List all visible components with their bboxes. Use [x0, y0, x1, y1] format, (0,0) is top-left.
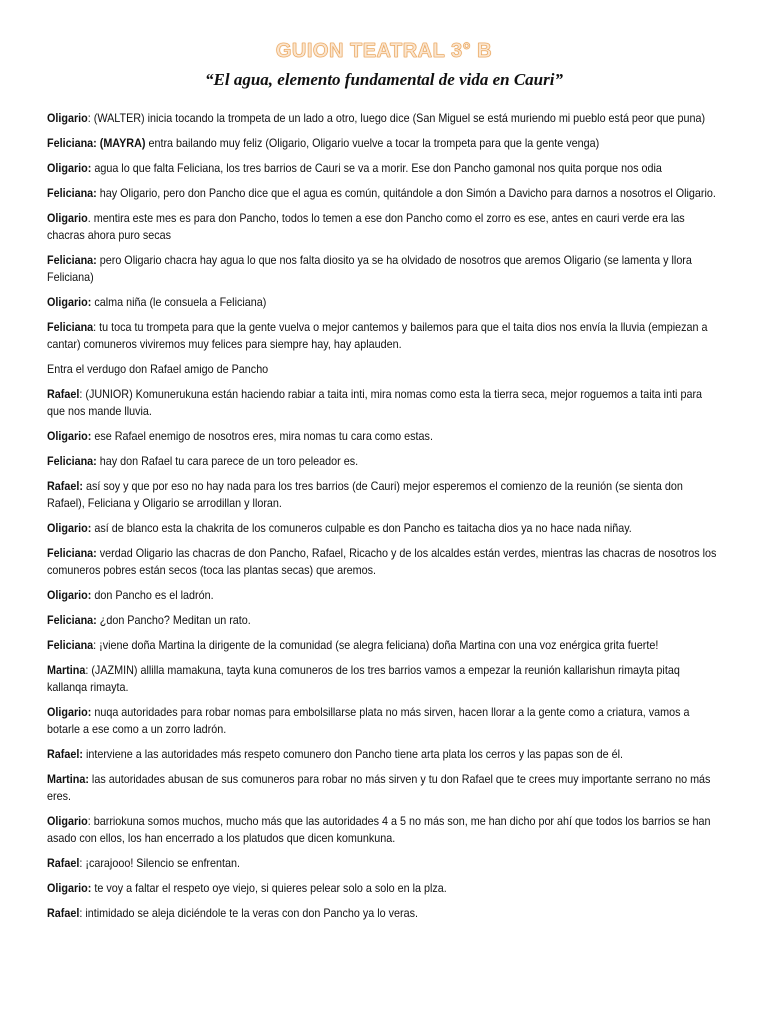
script-line: [47, 361, 721, 378]
line-text: . mentira este mes es para don Pancho, todos lo temen a ese don Pancho como el zorro es ese, antes en cauri verde era las chacras ahora puro secas: [47, 212, 685, 242]
speaker-name: Feliciana:: [47, 547, 97, 560]
speaker-name: Feliciana: (MAYRA): [47, 137, 146, 150]
speaker-name: Oligario:: [47, 706, 92, 719]
script-line: [47, 813, 721, 847]
speaker-name: Feliciana:: [47, 614, 97, 627]
speaker-name: Rafael: [47, 388, 80, 401]
line-text: : (WALTER) inicia tocando la trompeta de un lado a otro, luego dice (San Miguel se está muriendo mi pueblo está peor que puna): [87, 112, 706, 125]
line-text: hay don Rafael tu cara parece de un toro peleador es.: [96, 455, 359, 468]
script-line: [47, 704, 721, 738]
script-line: [47, 386, 721, 420]
line-text: : (JAZMIN) allilla mamakuna, tayta kuna comuneros de los tres barrios vamos a empezar la reunión kallarishun rimayta pitaq kallanqa rimayta.: [47, 664, 680, 694]
line-text: : ¡carajooo! Silencio se enfrentan.: [79, 857, 241, 870]
speaker-name: Oligario:: [47, 882, 92, 895]
line-text: nuqa autoridades para robar nomas para embolsillarse plata no más sirven, hacen llorar a la gente como a criatura, vamos a botarle a ese como a un zorro ladrón.: [47, 706, 690, 736]
line-text: las autoridades abusan de sus comuneros para robar no más sirven y tu don Rafael que te crees muy importante serrano no más eres.: [47, 773, 711, 803]
speaker-name: Feliciana:: [47, 254, 97, 267]
line-text: interviene a las autoridades más respeto comunero don Pancho tiene arta plata los cerros y las papas son de él.: [82, 748, 624, 761]
speaker-name: Oligario:: [47, 296, 92, 309]
line-text: calma niña (le consuela a Feliciana): [91, 296, 267, 309]
script-line: [47, 880, 721, 897]
script-line: [47, 855, 721, 872]
speaker-name: Rafael:: [47, 480, 83, 493]
line-text: Entra el verdugo don Rafael amigo de Pancho: [47, 363, 269, 376]
speaker-name: Oligario: [47, 112, 88, 125]
script-line: [47, 478, 721, 512]
script-body: [47, 110, 717, 930]
line-text: verdad Oligario las chacras de don Pancho, Rafael, Ricacho y de los alcaldes están verdes, mientras las chacras de nosotros los comuneros pobres están secos (toca las plantas secas) que aremos.: [47, 547, 717, 577]
line-text: te voy a faltar el respeto oye viejo, si quieres pelear solo a solo en la plza.: [91, 882, 447, 895]
script-line: [47, 545, 721, 579]
script-line: [47, 319, 721, 353]
script-line: [47, 210, 721, 244]
line-text: entra bailando muy feliz (Oligario, Oligario vuelve a tocar la trompeta para que la gente venga): [145, 137, 600, 150]
speaker-name: Martina: [47, 664, 86, 677]
speaker-name: Oligario:: [47, 162, 92, 175]
speaker-name: Feliciana:: [47, 187, 97, 200]
speaker-name: Oligario: [47, 212, 88, 225]
script-line: [47, 520, 721, 537]
speaker-name: Martina:: [47, 773, 89, 786]
script-line: [47, 110, 721, 127]
script-line: [47, 135, 721, 152]
speaker-name: Feliciana:: [47, 455, 97, 468]
line-text: así soy y que por eso no hay nada para los tres barrios (de Cauri) mejor esperemos el comienzo de la reunión (se sienta don Rafael), Feliciana y Oligario se arrodillan y lloran.: [47, 480, 683, 510]
line-text: ese Rafael enemigo de nosotros eres, mira nomas tu cara como estas.: [91, 430, 433, 443]
speaker-name: Rafael: [47, 857, 80, 870]
speaker-name: Feliciana: [47, 639, 94, 652]
line-text: agua lo que falta Feliciana, los tres barrios de Cauri se va a morir. Ese don Pancho gamonal nos quita porque nos odia: [91, 162, 662, 175]
line-text: así de blanco esta la chakrita de los comuneros culpable es don Pancho es taitacha dios ya no hace nada niñay.: [91, 522, 632, 535]
script-line: [47, 662, 721, 696]
line-text: don Pancho es el ladrón.: [91, 589, 214, 602]
script-line: [47, 587, 721, 604]
speaker-name: Oligario: [47, 815, 88, 828]
speaker-name: Rafael:: [47, 748, 83, 761]
document-subtitle: “El agua, elemento fundamental de vida en Cauri”: [205, 70, 563, 89]
script-line: [47, 453, 721, 470]
speaker-name: Oligario:: [47, 522, 92, 535]
line-text: : ¡viene doña Martina la dirigente de la comunidad (se alegra feliciana) doña Martina con una voz enérgica grita fuerte!: [93, 639, 659, 652]
script-line: [47, 771, 721, 805]
speaker-name: Oligario:: [47, 430, 92, 443]
script-line: [47, 185, 721, 202]
line-text: : (JUNIOR) Komunerukuna están haciendo rabiar a taita inti, mira nomas como esta la tierra seca, mejor roguemos a taita inti para que nos mande lluvia.: [47, 388, 703, 418]
line-text: : tu toca tu trompeta para que la gente vuelva o mejor cantemos y bailemos para que el taita dios nos envía la lluvia (empiezan a cantar) comuneros viviremos muy felices para siempre hay, hay aplauden.: [47, 321, 708, 351]
line-text: pero Oligario chacra hay agua lo que nos falta diosito ya se ha olvidado de nosotros que aremos Oligario (se lamenta y llora Feliciana): [47, 254, 692, 284]
line-text: : barriokuna somos muchos, mucho más que las autoridades 4 a 5 no más son, me han dicho por ahí que todos los barrios se han asado con ellos, los han encerrado a los platudos que dicen komunkuna.: [47, 815, 711, 845]
line-text: : intimidado se aleja diciéndole te la veras con don Pancho ya lo veras.: [79, 907, 419, 920]
script-line: [47, 252, 721, 286]
line-text: ¿don Pancho? Meditan un rato.: [96, 614, 251, 627]
script-line: [47, 160, 721, 177]
script-line: [47, 637, 721, 654]
document-title: GUION TEATRAL 3° B: [275, 40, 493, 62]
script-line: [47, 428, 721, 445]
script-line: [47, 612, 721, 629]
script-line: [47, 746, 721, 763]
script-line: [47, 294, 721, 311]
speaker-name: Oligario:: [47, 589, 92, 602]
speaker-name: Rafael: [47, 907, 80, 920]
script-line: [47, 905, 721, 922]
line-text: hay Oligario, pero don Pancho dice que el agua es común, quitándole a don Simón a Davicho para darnos a nosotros el Oligario.: [96, 187, 716, 200]
speaker-name: Feliciana: [47, 321, 94, 334]
